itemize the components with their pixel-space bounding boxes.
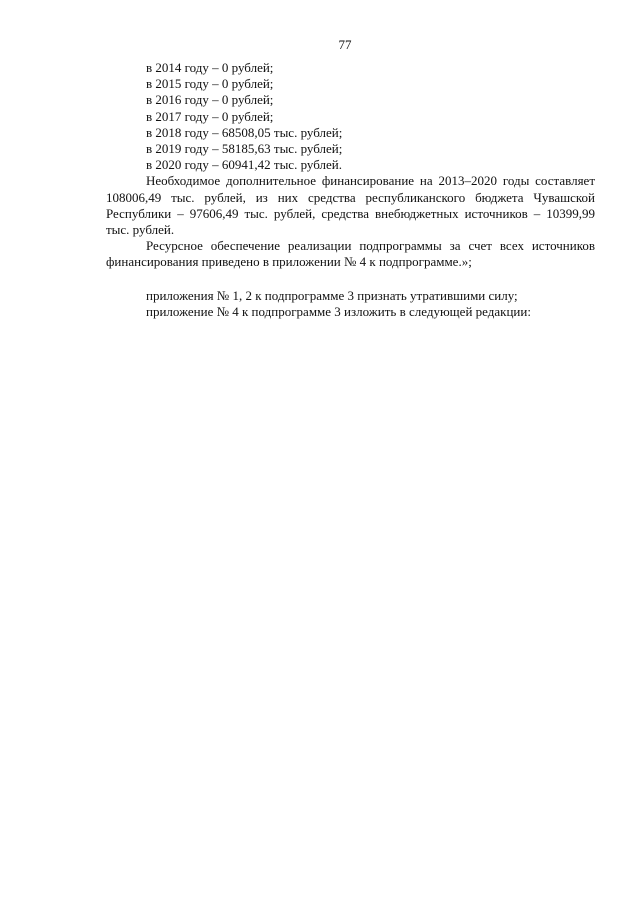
funding-line-2020: в 2020 году – 60941,42 тыс. рублей.: [146, 157, 342, 173]
paragraph-annex-invalid: приложения № 1, 2 к подпрограмме 3 признать утратившими силу;: [146, 287, 518, 303]
paragraph-annex-new-edition: приложение № 4 к подпрограмме 3 изложить в следующей редакции:: [146, 303, 531, 319]
document-body: [106, 60, 595, 320]
funding-line-2015: в 2015 году – 0 рублей;: [146, 76, 274, 92]
funding-line-2017: в 2017 году – 0 рублей;: [146, 108, 274, 124]
paragraph-additional-funding: Необходимое дополнительное финансирование на 2013–2020 годы составляет 108006,49 тыс. рублей, из них средства республиканского бюджета Чувашской Республики – 97606,49 тыс. рублей, средства внебюджетных источников – 10399,99 тыс. рублей.: [106, 173, 595, 238]
page-number: 77: [338, 37, 352, 52]
funding-line-2014: в 2014 году – 0 рублей;: [146, 60, 274, 75]
paragraph-spacer: [106, 271, 595, 288]
funding-line-2019: в 2019 году – 58185,63 тыс. рублей;: [146, 141, 343, 157]
funding-line-2018: в 2018 году – 68508,05 тыс. рублей;: [146, 124, 343, 140]
funding-line-2016: в 2016 году – 0 рублей;: [146, 92, 274, 108]
paragraph-resource-provision: Ресурсное обеспечение реализации подпрограммы за счет всех источников финансирования приведено в приложении № 4 к подпрограмме.»;: [106, 238, 595, 270]
